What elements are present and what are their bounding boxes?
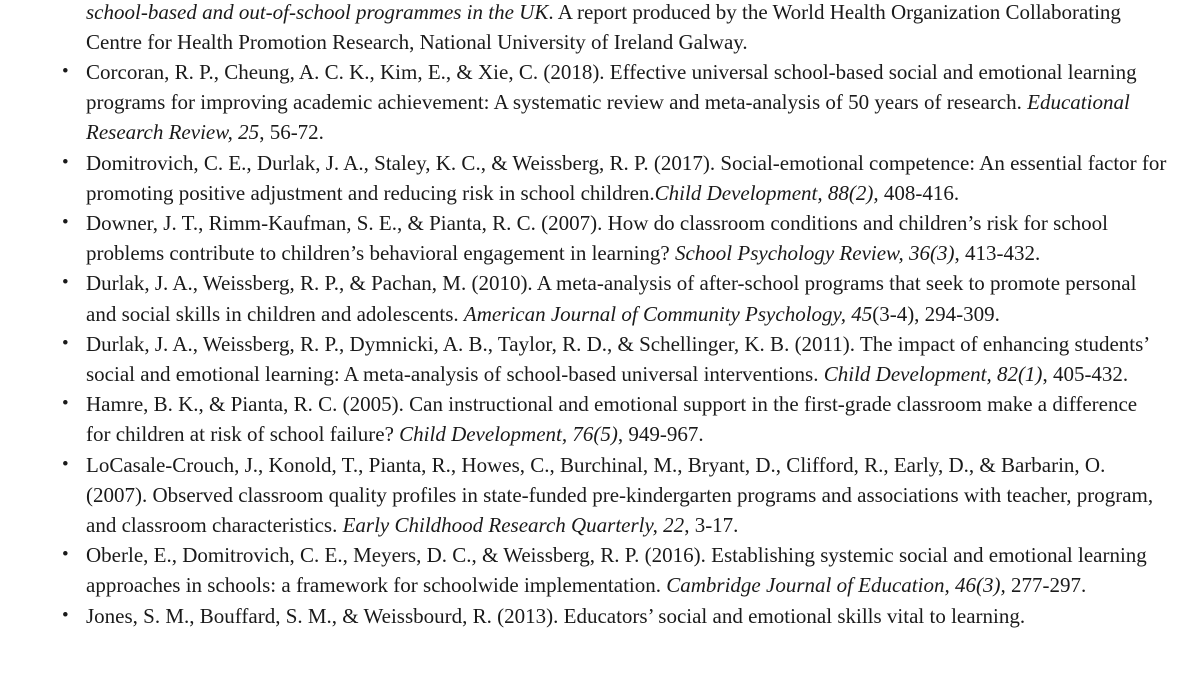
reference-journal: School Psychology Review, 36(3) [674, 241, 955, 266]
reference-journal: Educational Research Review, 25 [86, 90, 1130, 145]
reference-authors: Durlak, J. A., Weissberg, R. P., Dymnicki, A. B., Taylor, R. D., & Schellinger, K. B. (2011). The impact of enhancing students’ social and emotional learning: A meta-analysis of school-based universal interventions. [86, 331, 1149, 387]
reference-journal: Child Development, 76(5) [399, 422, 618, 447]
reference-journal: Early Childhood Research Quarterly, 22 [342, 513, 685, 538]
reference-item [0, 601, 1166, 631]
reference-pages: , 56-72. [259, 120, 324, 145]
reference-title-italic: school-based and out-of-school programmes in the UK [86, 0, 549, 24]
reference-authors: Oberle, E., Domitrovich, C. E., Meyers, D. C., & Weissberg, R. P. (2016). Establishing systemic social and emotional learning approaches in schools: a framework for schoolwide implementation. [86, 543, 1147, 598]
reference-item [0, 268, 1166, 328]
reference-journal: Child Development, 88(2), [654, 180, 879, 205]
reference-pages: , 3-17. [684, 513, 739, 538]
reference-journal: Child Development, 82(1) [823, 362, 1043, 387]
reference-item [0, 540, 1166, 600]
reference-item [0, 148, 1176, 208]
reference-authors: Hamre, B. K., & Pianta, R. C. (2005). Can instructional and emotional support in the first-grade classroom make a difference for children at risk of school failure? [86, 392, 1138, 447]
reference-text: . A report produced by the World Health Organization Collaborating Centre for Health Promotion Research, National University of Ireland Galway. [86, 0, 1121, 55]
reference-pages: , 949-967. [617, 422, 704, 447]
reference-item [0, 57, 1166, 148]
reference-authors: Downer, J. T., Rimm-Kaufman, S. E., & Pianta, R. C. (2007). How do classroom conditions and children’s risk for school problems contribute to children’s behavioral engagement in learning? [86, 211, 1109, 266]
reference-journal: Cambridge Journal of Education, 46(3), [666, 573, 1006, 598]
reference-item [0, 208, 1166, 268]
reference-authors: Jones, S. M., Bouffard, S. M., & Weissbourd, R. (2013). Educators’ social and emotional skills vital to learning. [86, 603, 1026, 628]
reference-pages: 277-297. [1005, 573, 1087, 598]
reference-pages: 408-416. [878, 180, 960, 205]
reference-item [0, 329, 1156, 389]
reference-journal: American Journal of Community Psychology, 45 [463, 301, 873, 326]
reference-pages: (3-4), 294-309. [872, 301, 1000, 326]
reference-authors: LoCasale-Crouch, J., Konold, T., Pianta, R., Howes, C., Burchinal, M., Bryant, D., Clifford, R., Early, D., & Barbarin, O. (2007). Observed classroom quality profiles in state-funded pre-kindergarten programs and associations with teacher, program, and classroom characteristics. [86, 452, 1154, 538]
reference-item [0, 450, 1166, 541]
reference-list [0, 57, 1200, 631]
reference-pages: , 413-432. [954, 241, 1041, 266]
reference-item [0, 389, 1166, 449]
reference-pages: , 405-432. [1042, 362, 1129, 387]
reference-authors: Domitrovich, C. E., Durlak, J. A., Staley, K. C., & Weissberg, R. P. (2017). Social-emotional competence: An essential factor for promoting positive adjustment and reducing risk in school children. [86, 150, 1167, 205]
reference-authors: Durlak, J. A., Weissberg, R. P., & Pachan, M. (2010). A meta-analysis of after-school programs that seek to promote personal and social skills in children and adolescents. [86, 271, 1137, 326]
reference-authors: Corcoran, R. P., Cheung, A. C. K., Kim, E., & Xie, C. (2018). Effective universal school-based social and emotional learning programs for improving academic achievement: A systematic review and meta-analysis of 50 years of research. [86, 60, 1137, 115]
reference-continuation [86, 0, 1166, 57]
